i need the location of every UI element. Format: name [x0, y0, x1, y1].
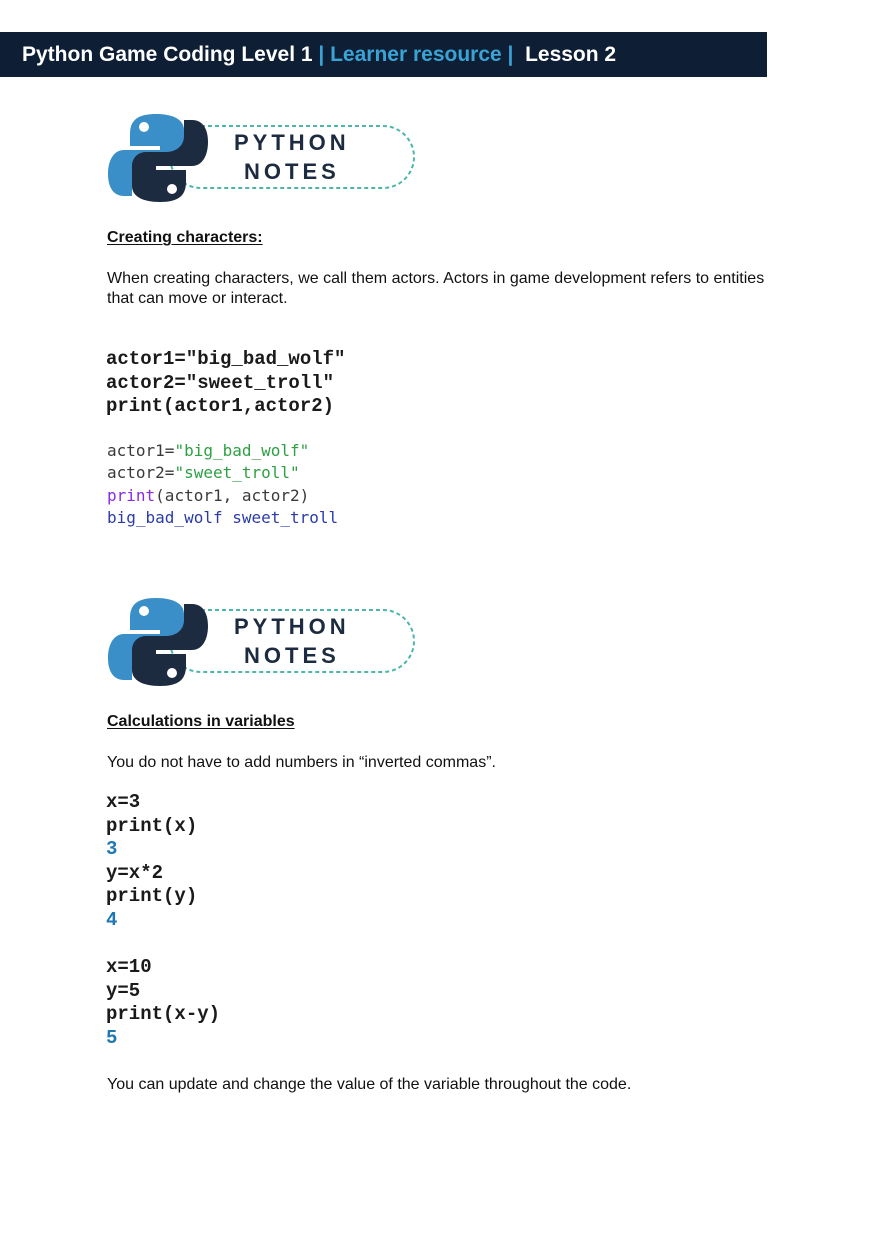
lesson-label: Lesson 2: [519, 42, 617, 66]
idle-output: big_bad_wolf sweet_troll: [107, 507, 339, 527]
code-line: actor2="sweet_troll": [106, 371, 335, 394]
section-paragraph: When creating characters, we call them actors. Actors in game development refers to entities that can move or interact.: [107, 270, 765, 307]
idle-line: [107, 440, 338, 462]
logo-line-python: PYTHON: [234, 614, 350, 639]
resource-label: | Learner resource |: [318, 42, 520, 66]
idle-keyword: print: [107, 485, 156, 505]
code-block-actors: [106, 348, 345, 419]
python-logo-icon: [108, 594, 420, 690]
code-block-calculations-2: [106, 956, 220, 1050]
idle-string: "big_bad_wolf": [174, 441, 310, 460]
logo-line-notes: NOTES: [244, 643, 340, 668]
idle-var: actor1=: [107, 441, 175, 460]
code-output-line: 4: [106, 908, 118, 931]
code-line: x=10: [106, 956, 152, 978]
logo-line-python: PYTHON: [234, 130, 350, 155]
code-line: y=5: [106, 979, 141, 1002]
code-line: y=x*2: [106, 861, 164, 884]
python-notes-logo: [108, 594, 420, 690]
footer-paragraph: You can update and change the value of the variable throughout the code.: [107, 1076, 632, 1093]
python-notes-logo: [108, 110, 420, 206]
course-title: Python Game Coding Level 1: [22, 42, 319, 66]
idle-line: [107, 485, 338, 507]
idle-args: (actor1, actor2): [155, 485, 310, 505]
section-heading-creating-characters: Creating characters:: [107, 229, 263, 246]
code-line: print(actor1,actor2): [106, 395, 335, 417]
python-logo-icon: [108, 110, 420, 206]
code-line: print(x-y): [106, 1003, 221, 1025]
idle-string: "sweet_troll": [174, 463, 300, 483]
section-heading-calculations: Calculations in variables: [107, 713, 295, 730]
code-line: print(y): [106, 885, 198, 907]
code-line: print(x): [106, 814, 198, 837]
code-block-calculations-1: [106, 791, 197, 932]
idle-screenshot: [107, 440, 338, 529]
code-line: actor1="big_bad_wolf": [106, 348, 346, 370]
idle-line: [107, 462, 338, 484]
code-output-line: 3: [106, 838, 118, 860]
code-output-line: 5: [106, 1026, 118, 1049]
code-line: x=3: [106, 791, 141, 813]
section-paragraph: You do not have to add numbers in “inverted commas”.: [107, 754, 496, 771]
idle-var: actor2=: [107, 463, 175, 483]
logo-line-notes: NOTES: [244, 159, 340, 184]
lesson-header: [0, 32, 767, 77]
